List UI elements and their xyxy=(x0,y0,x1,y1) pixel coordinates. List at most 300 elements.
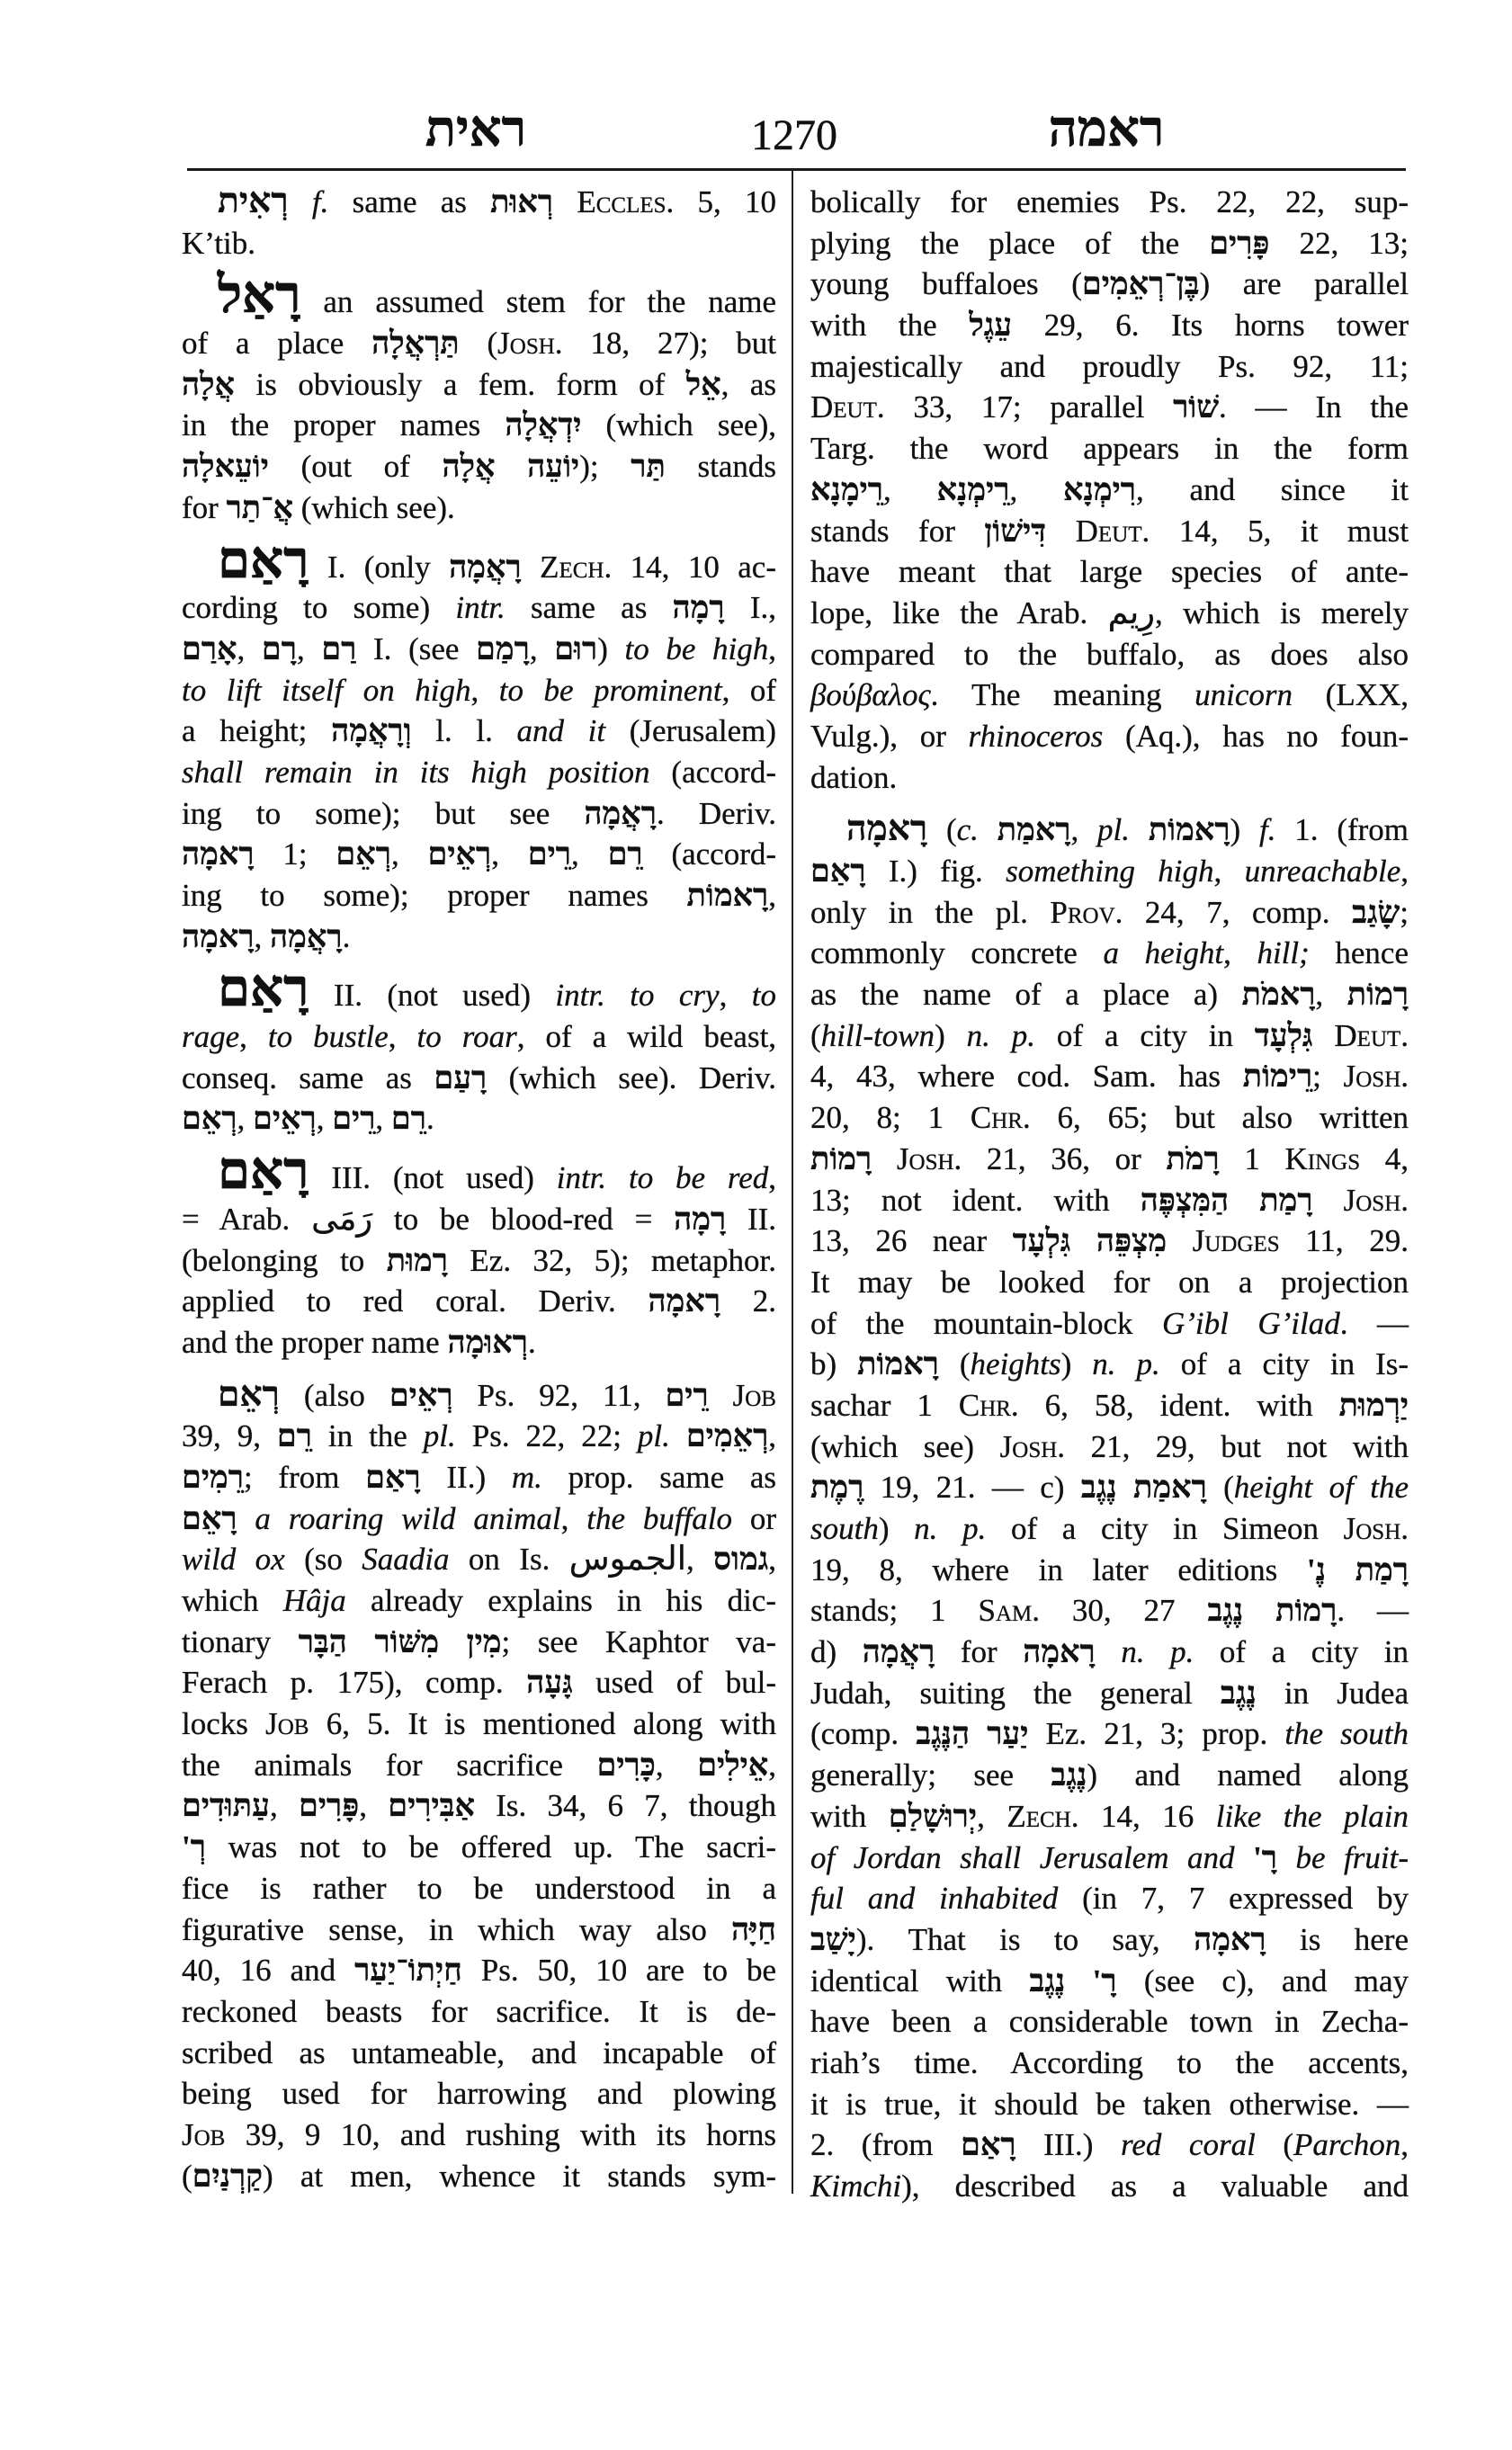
roman-text: , xyxy=(390,836,428,872)
text-line xyxy=(810,1919,1409,1961)
roman-text: I. (only xyxy=(309,549,450,585)
italic-text: rhinoceros xyxy=(968,718,1104,754)
roman-text: , xyxy=(269,1788,299,1824)
roman-text: compared to the buffalo, as does also xyxy=(810,636,1409,672)
hebrew-word: רָמָה xyxy=(674,1201,727,1237)
hebrew-word: רֵים xyxy=(665,1377,709,1413)
roman-text: ing to some); proper names xyxy=(182,878,687,913)
roman-text: , xyxy=(388,1019,417,1055)
italic-text: hill; xyxy=(1257,935,1310,971)
roman-text: of a city in Simeon xyxy=(986,1511,1344,1546)
roman-text: , xyxy=(1315,977,1347,1013)
roman-text: conseq. same as xyxy=(182,1060,434,1095)
roman-text: 14, 16 xyxy=(1078,1798,1216,1834)
roman-text: , xyxy=(1070,812,1098,848)
hebrew-word: אַבִּירִים xyxy=(388,1788,475,1824)
roman-text: , xyxy=(768,1160,777,1196)
roman-text: it is true, it should be taken otherwise. — xyxy=(810,2086,1409,2122)
roman-text: ) at men, whence it stands sym- xyxy=(262,2158,776,2194)
roman-text: Ferach p. 175), comp. xyxy=(182,1665,527,1701)
italic-text: G’ibl G’ilad xyxy=(1162,1305,1340,1341)
hebrew-word: מִצְפֵּה גִּלְעָד xyxy=(1012,1223,1168,1259)
roman-text: sachar 1 xyxy=(810,1387,959,1423)
hebrew-word: רְאוּמָה xyxy=(447,1324,528,1360)
roman-text: , xyxy=(1009,471,1064,507)
text-line xyxy=(182,1950,776,1991)
roman-text: = Arab. xyxy=(182,1201,312,1237)
roman-text: (in 7, 7 expressed by xyxy=(1058,1881,1409,1917)
roman-text xyxy=(522,550,540,585)
text-line xyxy=(182,267,776,325)
text-line xyxy=(810,1878,1409,1919)
roman-text: , xyxy=(768,630,777,666)
text-line xyxy=(182,752,776,793)
text-line xyxy=(810,469,1409,511)
hebrew-word: יַרְמוּת xyxy=(1338,1387,1409,1423)
roman-text: 1 xyxy=(1219,1140,1285,1176)
roman-text: ing to some); but see xyxy=(182,795,585,831)
roman-text: , xyxy=(1213,854,1245,889)
roman-text: , of xyxy=(721,672,777,708)
hebrew-word: יָשַׁב xyxy=(810,1921,856,1957)
dictionary-entry xyxy=(182,1143,777,1363)
text-line xyxy=(182,223,776,264)
roman-text: is here xyxy=(1266,1921,1409,1957)
text-line xyxy=(810,1139,1409,1180)
hebrew-word: רָאַם xyxy=(961,2127,1016,2163)
roman-text: 20, 8; 1 xyxy=(810,1100,971,1136)
right-column xyxy=(810,182,1409,2207)
roman-text: ); xyxy=(579,449,631,485)
italic-text: pl. xyxy=(1097,812,1131,848)
italic-text: shall remain in its high position xyxy=(182,754,650,790)
roman-text xyxy=(237,1501,255,1536)
text-line xyxy=(810,2166,1409,2207)
hebrew-word: פָּרִים xyxy=(1209,225,1270,261)
hebrew-word: רָאמָה xyxy=(182,836,255,872)
italic-text: a height xyxy=(1103,935,1224,971)
text-line xyxy=(810,387,1409,428)
roman-text: , xyxy=(1400,854,1409,889)
text-line xyxy=(182,1416,776,1457)
italic-text: height of the xyxy=(1233,1470,1409,1506)
italic-text: something high xyxy=(1006,854,1214,889)
hebrew-word: תַּר xyxy=(631,449,666,485)
roman-text: young buffaloes ( xyxy=(810,266,1082,302)
hebrew-word: רָאֲמָה xyxy=(584,795,657,831)
text-line xyxy=(182,917,776,958)
text-line xyxy=(810,2043,1409,2084)
roman-text: 39, 9, xyxy=(182,1418,277,1454)
left-column xyxy=(182,182,776,2196)
roman-text: or xyxy=(732,1500,777,1536)
roman-text: dation. xyxy=(810,759,898,795)
roman-text xyxy=(979,812,998,847)
book-reference: Deut. xyxy=(810,389,885,425)
roman-text xyxy=(709,1378,733,1413)
roman-text: have meant that large species of ante- xyxy=(810,554,1409,590)
roman-text: ( xyxy=(1206,1470,1234,1506)
text-line xyxy=(810,809,1409,851)
roman-text: ) xyxy=(597,630,625,666)
text-line xyxy=(810,1838,1409,1879)
text-line xyxy=(810,2124,1409,2166)
roman-text: ( xyxy=(459,326,498,362)
hebrew-word: רֵימוֹת xyxy=(1242,1059,1313,1095)
text-line xyxy=(182,1322,776,1364)
italic-text: to be prominent xyxy=(498,672,722,708)
hebrew-word: יְרוּשָׁלַםִ xyxy=(888,1798,978,1834)
italic-text: pl. xyxy=(637,1418,670,1454)
roman-text: fice is rather to be understood in a xyxy=(182,1870,776,1906)
italic-text: f. xyxy=(311,184,329,219)
text-line xyxy=(810,1590,1409,1632)
roman-text: ), described as a valuable and xyxy=(901,2168,1409,2204)
roman-text: Ps. 22, 22; xyxy=(455,1418,638,1454)
book-reference: Job xyxy=(182,2116,226,2152)
text-line xyxy=(182,323,776,364)
text-line xyxy=(182,405,776,446)
roman-text: majestically and proudly Ps. 92, 11; xyxy=(810,348,1409,384)
text-line xyxy=(182,1199,776,1240)
text-line xyxy=(810,1180,1409,1221)
roman-text xyxy=(1313,1183,1344,1218)
hebrew-word: רָאַם xyxy=(810,854,866,889)
text-line xyxy=(182,1498,776,1540)
text-line xyxy=(182,182,776,223)
book-reference: Chr. xyxy=(958,1387,1019,1423)
italic-text: unreachable xyxy=(1244,854,1401,889)
roman-text: , xyxy=(768,878,776,913)
roman-text: Ps. 50, 10 are to be xyxy=(461,1953,776,1989)
hebrew-word: רָאֲמָה xyxy=(270,918,343,954)
hebrew-word: רָאמַת xyxy=(997,812,1071,848)
roman-text: , xyxy=(655,1747,698,1783)
roman-text: , xyxy=(977,1798,1007,1834)
hebrew-word: רָאמָה xyxy=(1023,1634,1096,1670)
roman-text: , xyxy=(237,630,262,666)
hebrew-word: בֶּן־רְאֵמִים xyxy=(1081,266,1200,302)
roman-text: II. (not used) xyxy=(309,978,556,1014)
italic-text: red coral xyxy=(1121,2127,1256,2163)
book-reference: Josh. xyxy=(896,1140,962,1176)
hebrew-word: תַּרְאֲלָה xyxy=(371,326,460,362)
text-line xyxy=(182,1785,776,1827)
roman-text: only in the pl. xyxy=(810,894,1051,930)
roman-text: in the proper names xyxy=(182,407,505,443)
hebrew-word: שׁוֹר xyxy=(1173,389,1220,425)
book-reference: Deut. xyxy=(1334,1017,1409,1053)
roman-text: an assumed stem for the name xyxy=(300,284,776,320)
hebrew-word: אֵילִים xyxy=(697,1747,769,1783)
text-line xyxy=(182,2073,776,2115)
roman-text: 33, 17; parallel xyxy=(884,389,1174,425)
roman-text: (which see) xyxy=(810,1428,1000,1464)
italic-text: ful and inhabited xyxy=(810,1881,1059,1917)
roman-text: ) and named along xyxy=(1087,1757,1409,1793)
roman-text: . — xyxy=(1337,1593,1409,1629)
roman-text: 2. xyxy=(720,1283,776,1319)
roman-text: , xyxy=(254,918,271,954)
text-line xyxy=(810,1467,1409,1508)
roman-text xyxy=(289,184,312,219)
hebrew-word: רָעַם xyxy=(434,1060,488,1095)
hebrew-word: גָּעָה xyxy=(526,1665,573,1701)
roman-text: ( xyxy=(810,1017,821,1053)
roman-text: being used for harrowing and plowing xyxy=(182,2076,776,2112)
roman-text: lope, like the Arab. xyxy=(810,595,1108,630)
text-line xyxy=(810,2001,1409,2043)
roman-text: 11, 29. xyxy=(1279,1223,1409,1259)
roman-text: III.) xyxy=(1015,2127,1122,2163)
arabic-word: رِيم xyxy=(1107,592,1156,631)
roman-text: for xyxy=(935,1634,1024,1670)
roman-text: with the xyxy=(810,308,970,344)
roman-text: ( xyxy=(927,812,957,848)
text-line xyxy=(182,793,776,835)
text-line xyxy=(810,1673,1409,1714)
roman-text: (which see), xyxy=(581,407,776,443)
text-line xyxy=(182,1539,776,1580)
root-headword: רָאַם xyxy=(218,961,309,1018)
text-line xyxy=(810,1796,1409,1838)
roman-text: Targ. the word appears in the form xyxy=(810,431,1409,467)
text-line xyxy=(810,305,1409,346)
roman-text: a height; xyxy=(182,713,332,749)
text-line xyxy=(182,670,776,711)
dictionary-entry xyxy=(182,267,777,528)
book-reference: Judges xyxy=(1192,1223,1280,1259)
hebrew-word: גִּלְעָד xyxy=(1254,1017,1313,1053)
dictionary-entry xyxy=(182,961,777,1140)
hebrew-word: רָאמַת נֶגֶב xyxy=(1080,1470,1207,1506)
roman-text: ) xyxy=(878,1511,915,1546)
text-line xyxy=(182,711,776,752)
roman-text: . xyxy=(425,1101,434,1137)
hebrew-word: מִין מִשּׁוֹר הַבָּר xyxy=(298,1623,502,1659)
book-reference: Deut. xyxy=(1075,513,1150,549)
book-reference: Prov. xyxy=(1050,894,1123,930)
italic-text: intr. xyxy=(455,590,505,626)
roman-text: (accord- xyxy=(649,754,776,790)
roman-text xyxy=(670,1418,686,1453)
roman-text: commonly concrete xyxy=(810,935,1104,971)
roman-text: 39, 9 10, and rushing with its horns xyxy=(225,2116,776,2152)
roman-text: , of a wild beast, xyxy=(516,1019,777,1055)
roman-text: . xyxy=(342,918,351,954)
roman-text: hence xyxy=(1309,935,1409,971)
roman-text: (Aq.), has no foun- xyxy=(1103,718,1409,754)
left-guide-word: ראית xyxy=(425,102,527,157)
roman-text: of a city in xyxy=(1194,1634,1409,1670)
roman-text: d) xyxy=(810,1634,863,1670)
roman-text: figurative sense, in which way also xyxy=(182,1911,731,1947)
book-reference: Josh. xyxy=(1343,1059,1409,1095)
italic-text: a roaring wild animal xyxy=(255,1500,561,1536)
roman-text: stands; 1 xyxy=(810,1593,979,1629)
book-reference: Zech. xyxy=(1007,1798,1079,1834)
roman-text: , xyxy=(1223,935,1257,971)
hebrew-word: רָאמֹת xyxy=(1241,977,1316,1013)
roman-text: II. xyxy=(726,1201,777,1237)
roman-text: (also xyxy=(279,1377,389,1413)
italic-text: n. p. xyxy=(1092,1346,1160,1382)
hebrew-word: גמוס xyxy=(713,1542,769,1578)
roman-text: stands xyxy=(665,449,776,485)
hebrew-word: רְאֵם xyxy=(336,836,391,872)
hebrew-word: שָׂגַב xyxy=(1352,894,1400,930)
italic-text: rage xyxy=(182,1019,240,1055)
roman-text: , xyxy=(768,1418,777,1454)
roman-text: ( xyxy=(1255,2127,1293,2163)
text-line xyxy=(810,974,1409,1015)
hebrew-word: רָאמוֹת xyxy=(686,878,769,913)
text-line xyxy=(810,716,1409,757)
text-line xyxy=(810,933,1409,974)
hebrew-word: רָאמָה xyxy=(648,1283,721,1319)
book-reference: Josh. xyxy=(1343,1182,1409,1218)
text-line xyxy=(810,182,1409,223)
roman-text: scribed as untameable, and incapable of xyxy=(182,2034,776,2070)
roman-text xyxy=(1046,514,1076,549)
italic-text: of Jordan shall Jerusalem and xyxy=(810,1839,1254,1875)
text-line xyxy=(810,634,1409,675)
roman-text: 5, 10 xyxy=(674,184,777,219)
text-line xyxy=(810,551,1409,593)
roman-text: in Judea xyxy=(1256,1675,1409,1711)
dictionary-entry xyxy=(182,532,777,958)
italic-text: Saadia xyxy=(362,1542,450,1578)
book-reference: Josh. xyxy=(497,326,563,362)
italic-text: f. xyxy=(1259,812,1276,848)
roman-text: Judah, suiting the general xyxy=(810,1675,1221,1711)
hebrew-word: רֵם xyxy=(276,1418,312,1454)
roman-text xyxy=(1167,1223,1193,1258)
roman-text: the animals for sacrifice xyxy=(182,1747,597,1783)
arabic-word: الجموس xyxy=(568,1539,686,1578)
text-line xyxy=(810,1713,1409,1755)
roman-text: l. l. xyxy=(411,713,517,749)
italic-text: the south xyxy=(1284,1716,1409,1752)
roman-text: 6, 58, ident. with xyxy=(1018,1387,1339,1423)
roman-text: same as xyxy=(328,184,491,219)
roman-text: , xyxy=(491,836,528,872)
text-line xyxy=(810,428,1409,469)
column-divider xyxy=(792,170,793,2194)
hebrew-word: רְאוּת xyxy=(490,184,554,219)
entry-continuation xyxy=(810,182,1409,798)
hebrew-word: רָמוֹת xyxy=(810,1140,872,1176)
text-line xyxy=(810,1303,1409,1345)
hebrew-word: אָרַם xyxy=(182,630,237,666)
italic-text: c. xyxy=(956,812,979,848)
root-headword: רָאַם xyxy=(218,1143,309,1201)
text-line xyxy=(182,2115,776,2156)
hebrew-word: רְאֵים xyxy=(389,1377,453,1413)
roman-text: 29, 6. Its horns tower xyxy=(1012,308,1409,344)
page-number: 1270 xyxy=(751,112,837,159)
italic-text: to roar xyxy=(416,1019,517,1055)
roman-text: (Jerusalem) xyxy=(605,713,777,749)
roman-text: tionary xyxy=(182,1623,299,1659)
text-line xyxy=(182,834,776,875)
roman-text: , xyxy=(375,1101,391,1137)
hebrew-word: רָאמָה xyxy=(1194,1921,1266,1957)
text-line xyxy=(810,223,1409,264)
book-reference: Zech. xyxy=(540,549,613,585)
roman-text: 1. (from xyxy=(1275,812,1409,848)
text-line xyxy=(182,1991,776,2033)
roman-text: 14, 5, it must xyxy=(1150,513,1409,549)
text-line xyxy=(182,532,776,589)
roman-text: , xyxy=(296,630,322,666)
hebrew-word: אֵל xyxy=(685,366,721,402)
hebrew-word: עַתּוּדִים xyxy=(182,1788,270,1824)
text-line xyxy=(810,1262,1409,1303)
roman-text: stands for xyxy=(810,513,985,549)
hebrew-word: אֲלָה xyxy=(182,366,235,402)
roman-text: Ps. 92, 11, xyxy=(452,1377,666,1413)
italic-text: to be high xyxy=(624,630,769,666)
roman-text: ) xyxy=(1060,1346,1093,1382)
hebrew-word: רָאַם xyxy=(365,1459,421,1495)
hebrew-word: רְאֵים xyxy=(253,1101,317,1137)
italic-text: Hâja xyxy=(282,1583,346,1618)
roman-text: of a place xyxy=(182,326,372,362)
hebrew-word: רָאמָה xyxy=(182,918,255,954)
hebrew-word: רָאֲמָה xyxy=(449,549,522,585)
roman-text: 21, 29, but not with xyxy=(1065,1428,1409,1464)
hebrew-word: רָאמוֹת xyxy=(857,1346,939,1382)
text-line xyxy=(182,1457,776,1498)
text-line xyxy=(182,1058,776,1099)
book-reference: Kings xyxy=(1284,1140,1361,1176)
italic-text: n. p. xyxy=(914,1511,987,1546)
hebrew-word: רְאֵם xyxy=(182,1101,237,1137)
roman-text: ) are parallel xyxy=(1199,266,1409,302)
text-line xyxy=(810,264,1409,305)
roman-text: , and since it xyxy=(1136,471,1409,507)
headword: רָאמָה xyxy=(846,809,928,849)
dictionary-entry xyxy=(182,1375,776,2197)
italic-text: intr. to cry xyxy=(555,978,720,1014)
italic-text: βούβαλος xyxy=(810,677,931,713)
roman-text: 30, 27 xyxy=(1040,1593,1208,1629)
hebrew-word: רֵמִים xyxy=(182,1459,244,1495)
roman-text: , xyxy=(237,1101,254,1137)
roman-text: (accord- xyxy=(642,836,777,872)
hebrew-word: רָמַת הַמִּצְפֶּה xyxy=(1140,1182,1313,1218)
italic-text: to lift itself on high xyxy=(182,672,471,708)
roman-text xyxy=(1313,1018,1335,1053)
hebrew-word: קַרְנַיִם xyxy=(192,2158,263,2194)
italic-text: heights xyxy=(970,1346,1061,1382)
roman-text: (which see). Deriv. xyxy=(487,1060,776,1095)
roman-text: Ez. 21, 3; prop. xyxy=(1028,1716,1285,1752)
italic-text: m. xyxy=(511,1459,542,1495)
hebrew-word: רָאמוֹת xyxy=(1148,812,1230,848)
text-line xyxy=(182,1827,776,1868)
hebrew-word: יַעַר הַנֶּגֶב xyxy=(916,1716,1029,1752)
roman-text: is obviously a fem. form of xyxy=(234,366,686,402)
roman-text: for xyxy=(182,489,227,525)
roman-text: generally; see xyxy=(810,1757,1051,1793)
roman-text: same as xyxy=(505,590,673,626)
text-line xyxy=(810,1344,1409,1385)
text-line xyxy=(810,346,1409,388)
book-reference: Chr. xyxy=(970,1100,1031,1136)
roman-text: already explains in his dic- xyxy=(345,1583,776,1618)
